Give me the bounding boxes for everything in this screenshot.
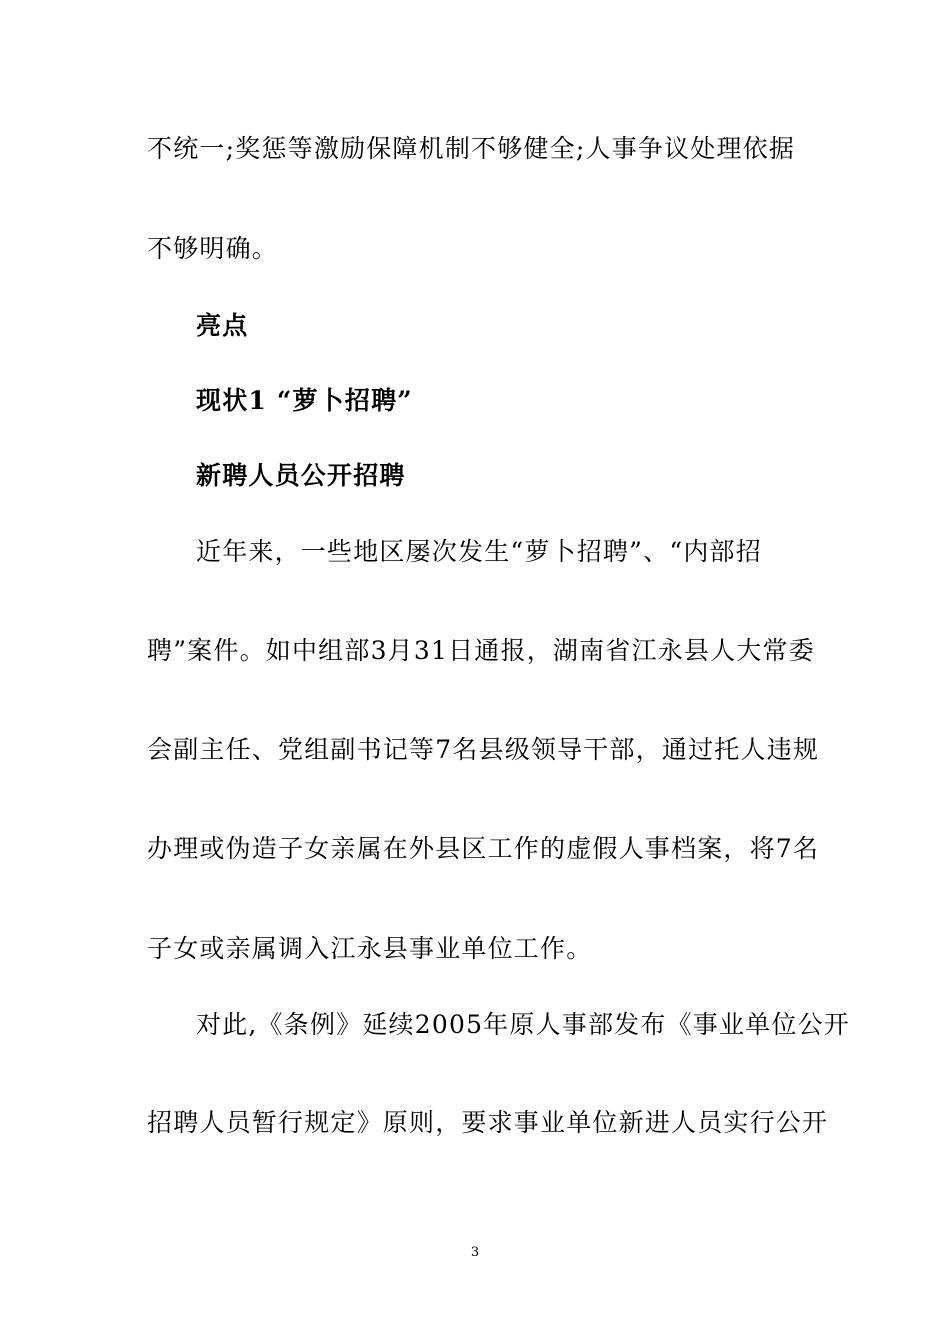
subsection-heading: 新聘人员公开招聘 <box>196 461 406 490</box>
body-text-line: 聘”案件。如中组部3月31日通报，湖南省江永县人大常委 <box>147 636 815 665</box>
page-number: 3 <box>470 1245 480 1260</box>
body-text-line: 对此,《条例》延续2005年原人事部发布《事业单位公开 <box>196 1010 850 1039</box>
body-text-line: 子女或亲属调入江永县事业单位工作。 <box>147 934 593 963</box>
body-text-line: 办理或伪造子女亲属在外县区工作的虚假人事档案，将7名 <box>147 834 820 863</box>
body-text-line: 会副主任、党组副书记等7名县级领导干部，通过托人违规 <box>147 735 820 764</box>
body-text-line: 近年来，一些地区屡次发生“萝卜招聘”、“内部招 <box>196 537 762 566</box>
section-heading: 亮点 <box>196 311 249 340</box>
body-text-line: 不够明确。 <box>147 234 279 263</box>
body-text-line: 不统一;奖惩等激励保障机制不够健全;人事争议处理依据 <box>147 134 796 163</box>
subsection-heading: 现状1 “萝卜招聘” <box>196 386 413 415</box>
body-text-line: 招聘人员暂行规定》原则，要求事业单位新进人员实行公开 <box>147 1108 829 1137</box>
